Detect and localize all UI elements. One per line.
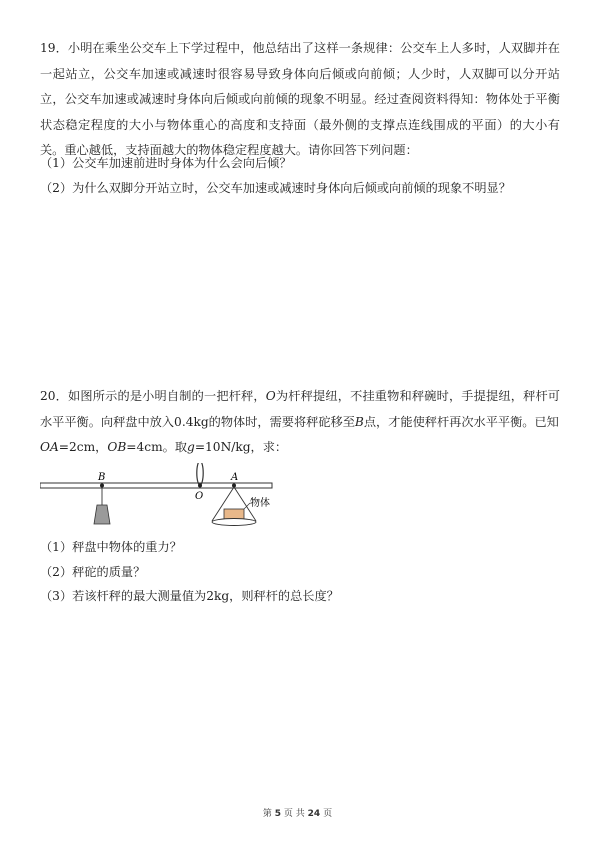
question-20-part-2: （2）秤砣的质量？ xyxy=(40,565,146,579)
symbol-ob: OB xyxy=(107,440,127,454)
symbol-b: B xyxy=(354,414,364,429)
question-19-part-2: （2）为什么双脚分开站立时，公交车加速或减速时身体向后倾或向前倾的现象不明显？ xyxy=(40,181,511,195)
question-19 xyxy=(40,36,560,164)
page-footer: 第 5 页 共 24 页 xyxy=(262,809,333,819)
current-page-number: 5 xyxy=(274,809,282,819)
symbol-oa: OA xyxy=(40,440,59,454)
point-b-dot xyxy=(100,484,104,488)
steelyard-diagram xyxy=(40,463,280,535)
question-20-part-1: （1）秤盘中物体的重力？ xyxy=(40,540,182,554)
symbol-o: O xyxy=(265,389,276,403)
counterweight xyxy=(94,505,110,524)
lifting-cord xyxy=(197,463,203,485)
scale-pan xyxy=(212,519,256,526)
question-20 xyxy=(40,384,560,461)
symbol-g: g xyxy=(187,440,195,454)
point-a-dot xyxy=(232,484,236,488)
label-o: O xyxy=(195,491,204,502)
total-page-count: 24 xyxy=(307,809,321,819)
question-20-part-3: （3）若该杆秤的最大测量值为2kg，则秤杆的总长度？ xyxy=(40,589,339,603)
label-a: A xyxy=(231,472,239,483)
point-o-dot xyxy=(198,484,202,488)
question-19-stem: 19．小明在乘坐公交车上下学过程中，他总结出了这样一条规律：公交车上人多时，人双脚并在一起站立，公交车加速或减速时很容易导致身体向后倾或向前倾；人少时，人双脚可以分开站立，公交车加速或减速时身体向后倾或向前倾的现象不明显。经过查阅资料得知：物体处于平衡状态稳定程度的大小与物体重心的高度和支持面（最外侧的支撑点连线围成的平面）的大小有关。重心越低，支持面越大的物体稳定程度越大。请你回答下列问题： xyxy=(40,41,560,157)
question-20-stem: 20．如图所示的是小明自制的一把杆秤，O为杆秤提纽，不挂重物和秤碗时，手提提纽，秤杆可水平平衡。向秤盘中放入0.4kg的物体时，需要将秤砣移至B点，才能使秤杆再次水平平衡。已知 OA=2cm，OB=4cm。取g=10N/kg，求： xyxy=(40,389,560,454)
steelyard-beam xyxy=(40,483,272,488)
label-b: B xyxy=(98,472,106,483)
label-object: 物体 xyxy=(250,498,270,509)
question-19-part-1: （1）公交车加速前进时身体为什么会向后倾？ xyxy=(40,156,292,170)
